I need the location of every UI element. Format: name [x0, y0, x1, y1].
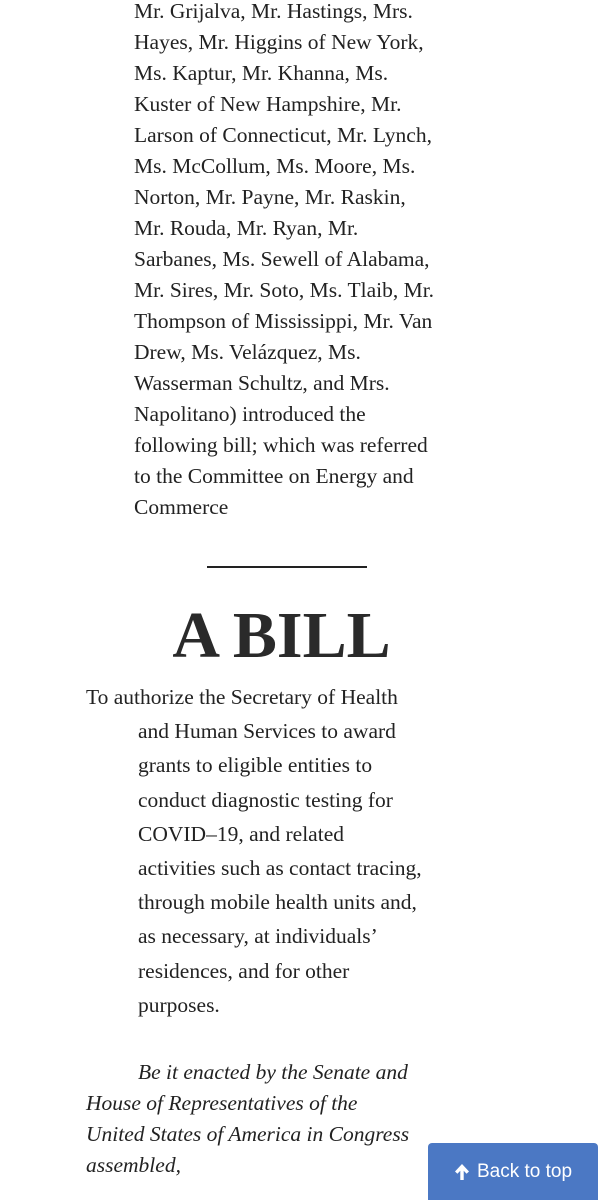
sponsor-list — [134, 0, 604, 523]
sponsor-line: Drew, Ms. Velázquez, Ms. — [134, 340, 361, 364]
official-title-line: grants to eligible entities to — [138, 753, 373, 778]
sponsor-line: Thompson of Mississippi, Mr. Van — [134, 309, 433, 333]
official-title-line: residences, and for other — [138, 958, 350, 983]
sponsor-line: Wasserman Schultz, and Mrs. — [134, 371, 390, 395]
sponsor-line: Ms. Kaptur, Mr. Khanna, Ms. — [134, 61, 389, 85]
back-to-top-label: Back to top — [476, 1160, 573, 1182]
arrow-up-icon — [454, 1163, 470, 1181]
sponsor-line: Commerce — [134, 495, 229, 519]
sponsor-line: Mr. Rouda, Mr. Ryan, Mr. — [134, 216, 359, 240]
sponsor-line: following bill; which was referred — [134, 433, 428, 457]
official-title-line: through mobile health units and, — [138, 890, 417, 915]
sponsor-line: to the Committee on Energy and — [134, 464, 414, 488]
sponsor-line: Hayes, Mr. Higgins of New York, — [134, 30, 424, 54]
back-to-top-button[interactable] — [428, 1143, 598, 1200]
official-title-line: and Human Services to award — [138, 719, 396, 744]
enacting-clause-line: House of Representatives of the — [86, 1091, 358, 1115]
sponsor-line: Mr. Grijalva, Mr. Hastings, Mrs. — [134, 0, 413, 23]
official-title — [86, 680, 556, 1022]
official-title-line: To authorize the Secretary of Health — [86, 685, 398, 709]
sponsor-line: Ms. McCollum, Ms. Moore, Ms. — [134, 154, 416, 178]
sponsor-line: Sarbanes, Ms. Sewell of Alabama, — [134, 247, 430, 271]
enacting-clause-line: assembled, — [86, 1153, 181, 1177]
official-title-line: as necessary, at individuals’ — [138, 924, 378, 949]
sponsor-line: Mr. Sires, Mr. Soto, Ms. Tlaib, Mr. — [134, 278, 435, 302]
section-divider — [207, 566, 367, 568]
bill-heading: A BILL — [172, 599, 391, 672]
sponsor-line: Norton, Mr. Payne, Mr. Raskin, — [134, 185, 406, 209]
official-title-line: COVID–19, and related — [138, 821, 344, 846]
enacting-clause-line: United States of America in Congress — [86, 1122, 410, 1146]
official-title-line: conduct diagnostic testing for — [138, 787, 393, 812]
sponsor-line: Napolitano) introduced the — [134, 402, 366, 426]
sponsor-line: Kuster of New Hampshire, Mr. — [134, 92, 402, 116]
official-title-line: activities such as contact tracing, — [138, 856, 422, 881]
official-title-line: purposes. — [138, 992, 220, 1017]
sponsor-line: Larson of Connecticut, Mr. Lynch, — [134, 123, 432, 147]
enacting-clause-line: Be it enacted by the Senate and — [138, 1060, 408, 1084]
